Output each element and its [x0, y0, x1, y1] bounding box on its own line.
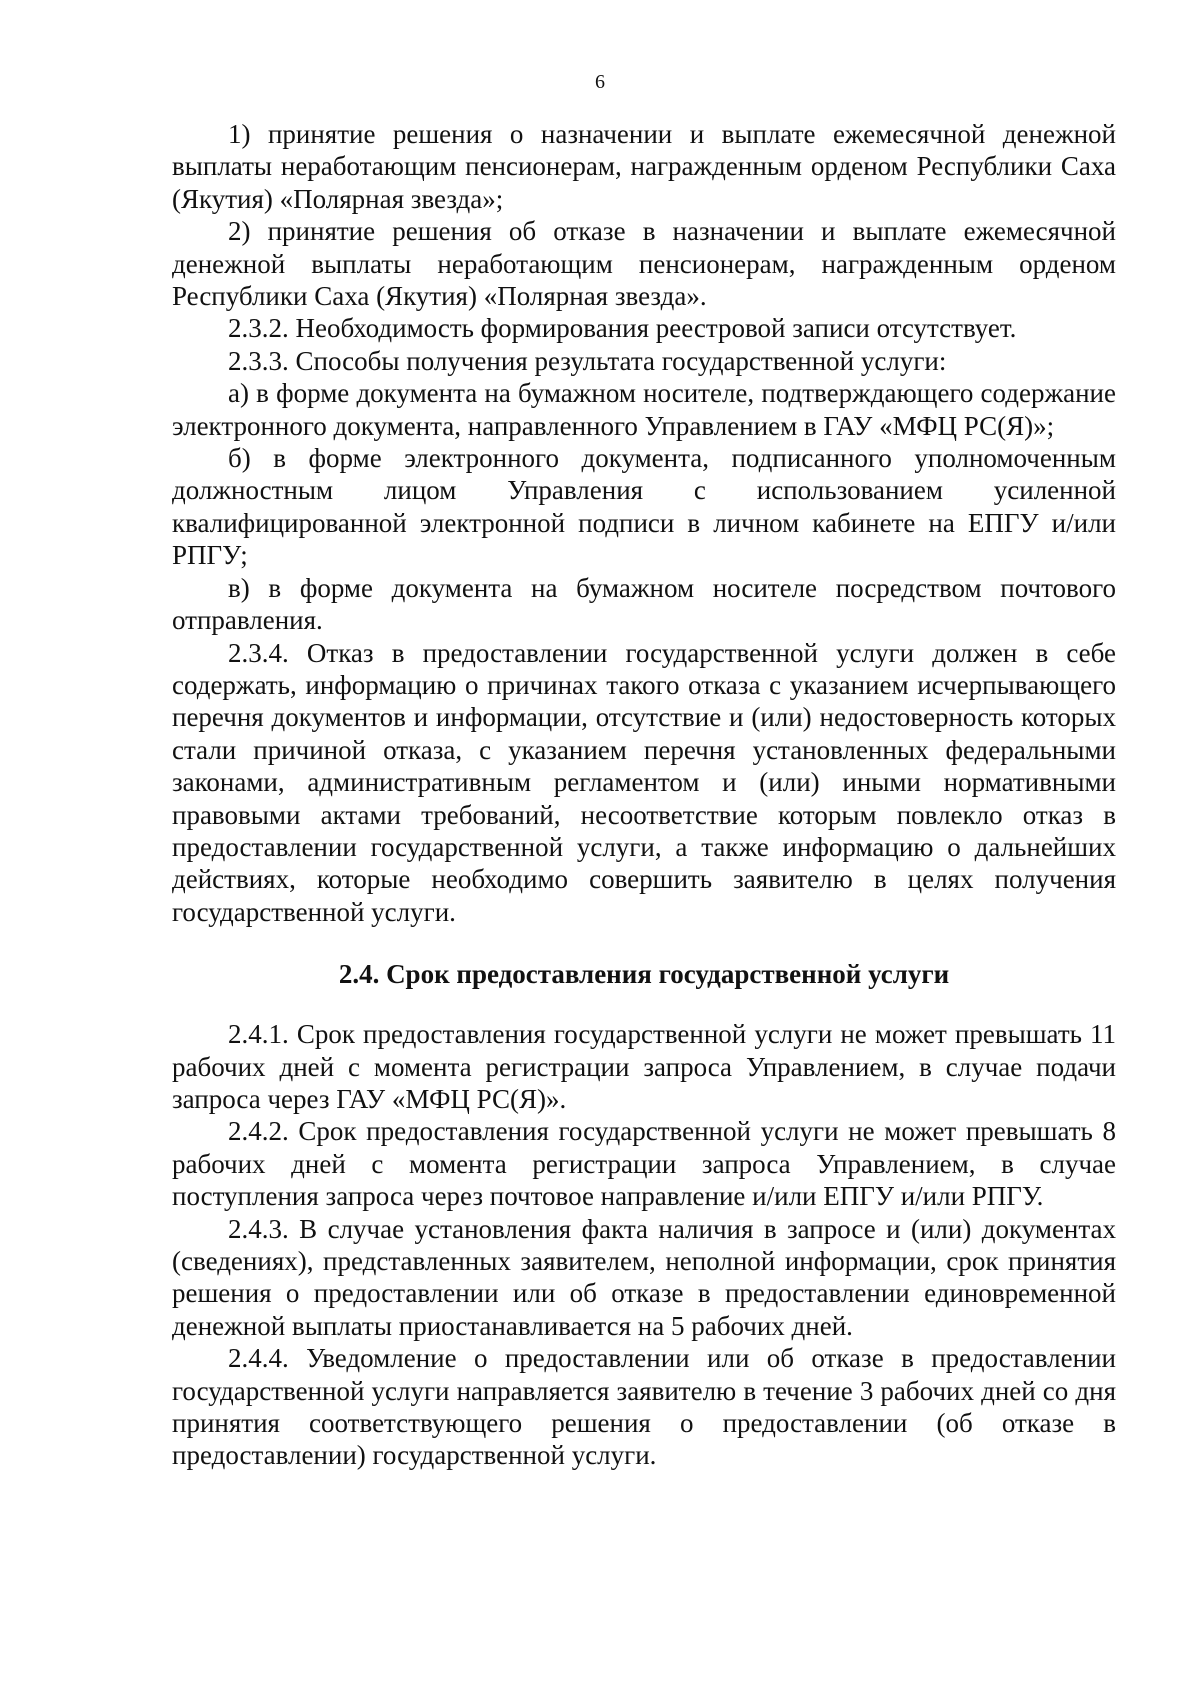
- paragraph-2-3-2: 2.3.2. Необходимость формирования реестровой записи отсутствует.: [228, 313, 1017, 344]
- paragraph-2-3-3: 2.3.3. Способы получения результата государственной услуги:: [228, 345, 947, 376]
- paragraph-2-4-4: 2.4.4. Уведомление о предоставлении или об отказе в предоставлении государственной услуги направляется заявителю в течение 3 рабочих дней со дня принятия соответствующего решения о предоставлении (об отказе в предоставлении) государственной услуги.: [172, 1343, 1116, 1471]
- paragraph-option-b: б) в форме электронного документа, подписанного уполномоченным должностным лицом Управления с использованием усиленной квалифицированной электронной подписи в личном кабинете на ЕПГУ и/или РПГУ;: [172, 443, 1116, 571]
- paragraph-2-4-2: 2.4.2. Срок предоставления государственной услуги не может превышать 8 рабочих дней с момента регистрации запроса Управлением, в случае поступления запроса через почтовое направление и/или ЕПГУ и/или РПГУ.: [172, 1116, 1116, 1212]
- paragraph-2-4-1: 2.4.1. Срок предоставления государственной услуги не может превышать 11 рабочих дней с момента регистрации запроса Управлением, в случае подачи запроса через ГАУ «МФЦ РС(Я)».: [172, 1019, 1116, 1114]
- section-heading-2-4: 2.4. Срок предоставления государственной услуги: [338, 959, 950, 990]
- paragraph-option-v: в) в форме документа на бумажном носителе посредством почтового отправления.: [172, 572, 1116, 636]
- page-number: 6: [595, 71, 605, 93]
- paragraph-2-3-4: 2.3.4. Отказ в предоставлении государственной услуги должен в себе содержать, информацию о причинах такого отказа с указанием исчерпывающего перечня документов и информации, отсутствие и (или) недостоверность которых стали причиной отказа, с указанием перечня установленных федеральными законами, административным регламентом и (или) иными нормативными правовыми актами требований, несоответствие которым повлекло отказ в предоставлении государственной услуги, а также информацию о дальнейших действиях, которые необходимо совершить заявителю в целях получения государственной услуги.: [172, 637, 1116, 927]
- document-body: [172, 118, 1116, 1472]
- paragraph-2-4-3: 2.4.3. В случае установления факта наличия в запросе и (или) документах (сведениях), представленных заявителем, неполной информации, срок принятия решения о предоставлении или об отказе в предоставлении единовременной денежной выплаты приостанавливается на 5 рабочих дней.: [172, 1213, 1116, 1341]
- paragraph-result-2: 2) принятие решения об отказе в назначении и выплате ежемесячной денежной выплаты неработающим пенсионерам, награжденным орденом Республики Саха (Якутия) «Полярная звезда».: [172, 216, 1116, 312]
- paragraph-option-a: а) в форме документа на бумажном носителе, подтверждающего содержание электронного документа, направленного Управлением в ГАУ «МФЦ РС(Я)»;: [172, 378, 1116, 441]
- paragraph-result-1: 1) принятие решения о назначении и выплате ежемесячной денежной выплаты неработающим пенсионерам, награжденным орденом Республики Саха (Якутия) «Полярная звезда»;: [172, 119, 1116, 214]
